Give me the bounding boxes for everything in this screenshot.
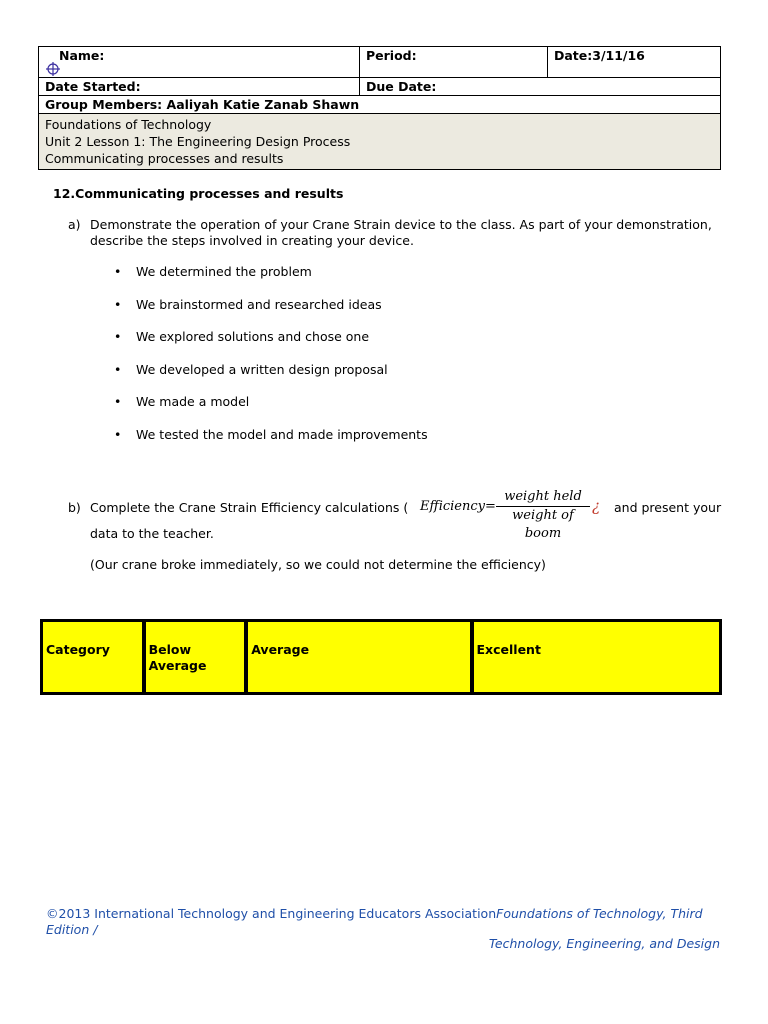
bullet-icon: • [114, 426, 122, 442]
footer-book-title: Foundations of Technology, Third Edition / [46, 906, 703, 937]
bullet-icon: • [114, 264, 122, 279]
part-b-text: Complete the Crane Strain Efficiency calculations ( [90, 500, 409, 515]
part-b-text-after: and present your [614, 500, 722, 515]
bullet-icon: • [114, 329, 122, 344]
part-b-label: b) [68, 500, 81, 515]
section-title: 12.Communicating processes and results [53, 186, 344, 201]
formula-fraction [496, 489, 590, 543]
rubric-header-below-average: Below Average [145, 621, 246, 693]
steps-list [114, 264, 428, 459]
course-info [39, 114, 721, 170]
rubric-header-category: Category [42, 621, 143, 693]
formula-error-glyph: ¿ [592, 497, 601, 515]
name-label: Name: [59, 48, 105, 63]
rubric-header-average: Average [247, 621, 470, 693]
list-item: • We brainstormed and researched ideas [114, 296, 382, 312]
formula-lhs: Efficiency= [420, 499, 496, 514]
part-b-note [68, 557, 728, 573]
due-date-cell: Due Date: [360, 78, 721, 96]
part-b-line2 [68, 526, 728, 542]
header-table [38, 46, 721, 170]
footer-subtitle: Technology, Engineering, and Design [488, 936, 720, 951]
part-a-label: a) [68, 217, 81, 232]
list-item: • We explored solutions and chose one [114, 329, 370, 344]
list-item: • We developed a written design proposal [114, 361, 388, 377]
bullet-icon: • [114, 394, 122, 409]
part-a [68, 217, 728, 249]
part-a-text: Demonstrate the operation of your Crane Strain device to the class. As part of your demonstration, describe the steps involved in creating your device. [90, 217, 712, 248]
formula-numerator: weight held [496, 489, 590, 507]
rubric-table [40, 619, 722, 695]
part-b-text-line2: data to the teacher. [90, 526, 214, 541]
topic-name: Communicating processes and results [45, 151, 284, 166]
lesson-name: Unit 2 Lesson 1: The Engineering Design Process [45, 134, 351, 149]
name-cell [39, 47, 360, 78]
period-cell: Period: [360, 47, 548, 78]
footer-association: ©2013 International Technology and Engineering Educators Association [46, 906, 497, 921]
list-item: • We determined the problem [114, 264, 312, 279]
date-cell: Date:3/11/16 [548, 47, 721, 78]
list-item: • We tested the model and made improvements [114, 426, 428, 442]
formula-denominator: weight of boom [512, 508, 574, 541]
part-b [68, 500, 728, 516]
efficiency-note: (Our crane broke immediately, so we could not determine the efficiency) [90, 557, 546, 572]
bullet-icon: • [114, 296, 122, 312]
crosshair-icon [46, 62, 60, 76]
course-name: Foundations of Technology [45, 117, 212, 132]
list-item: • We made a model [114, 394, 250, 409]
footer-copyright [46, 906, 716, 938]
date-started-cell: Date Started: [39, 78, 360, 96]
bullet-icon: • [114, 361, 122, 377]
rubric-header-excellent: Excellent [473, 621, 720, 693]
group-members: Group Members: Aaliyah Katie Zanab Shawn [39, 96, 721, 114]
